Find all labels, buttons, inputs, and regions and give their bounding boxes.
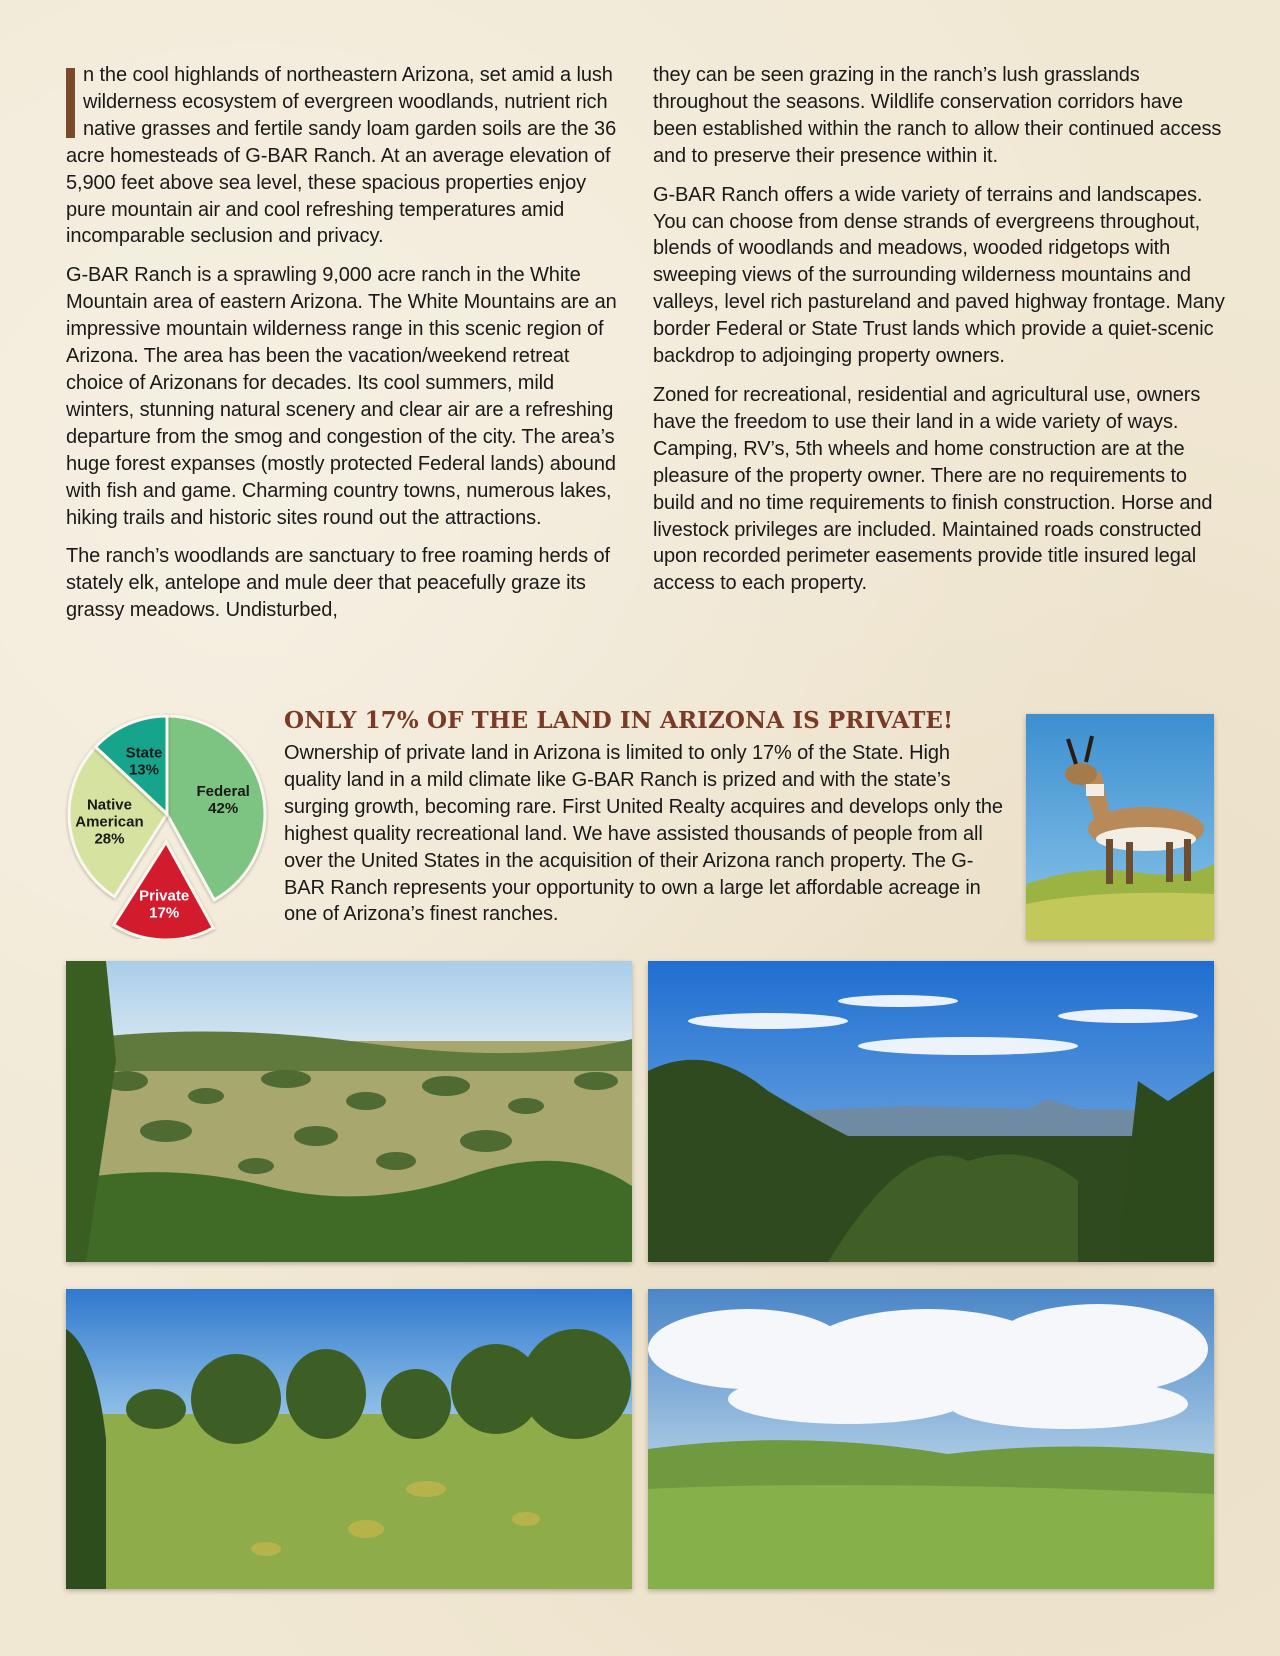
pie-label-federal: Federal 42%: [196, 783, 250, 818]
callout-heading: ONLY 17% OF THE LAND IN ARIZONA IS PRIVATE!: [284, 707, 954, 734]
wildlife-paragraph: The ranch’s woodlands are sanctuary to free roaming herds of stately elk, antelope and mule deer that peacefully graze its grassy meadows. Undisturbed,: [66, 545, 610, 622]
pie-label-private: Private 17%: [139, 887, 190, 922]
antelope-photo: [1026, 714, 1214, 940]
ranch-overview-paragraph: G-BAR Ranch is a sprawling 9,000 acre ranch in the White Mountain area of eastern Arizona. The White Mountains are an impressive mountain wilderness range in this scenic region of Arizona. The area has been the vacation/weekend retreat choice of Arizonans for decades. Its cool summers, mild winters, stunning natural scenery and clear air are a refreshing departure from the smog and congestion of the city. The area’s huge forest expanses (mostly protected Federal lands) abound with fish and game. Charming country towns, numerous lakes, hiking trails and historic sites round out the attractions.: [66, 264, 617, 529]
terrain-paragraph: G-BAR Ranch offers a wide variety of terrains and landscapes. You can choose from dense strands of evergreens throughout, blends of woodlands and meadows, wooded ridgetops with sweeping views of the surrounding wilderness mountains and valleys, level rich pastureland and paved highway frontage. Many border Federal or State Trust lands which provide a quiet-scenic backdrop to adjoinging property owners.: [653, 183, 1225, 368]
mountain-view-photo: [648, 961, 1214, 1262]
drop-cap-bar: [66, 68, 75, 138]
land-ownership-pie-chart: [62, 709, 272, 939]
intro-paragraph-text: n the cool highlands of northeastern Arizona, set amid a lush wilderness ecosystem of evergreen woodlands, nutrient rich native grasses and fertile sandy loam garden soils are the 36 acre homesteads of G-BAR Ranch. At an average elevation of 5,900 feet above sea level, these spacious properties enjoy pure mountain air and cool refreshing temperatures amid incomparable seclusion and privacy.: [66, 64, 617, 248]
private-land-callout: [284, 707, 1010, 928]
left-text-column: [66, 62, 626, 636]
zoning-paragraph: Zoned for recreational, residential and agricultural use, owners have the freedom to use their land in a wide variety of ways. Camping, RV’s, 5th wheels and home construction are at the pleasure of the property owner. There are no requirements to build and no time requirements to finish construction. Horse and livestock privileges are included. Maintained roads constructed upon recorded perimeter easements provide title insured legal access to each property.: [653, 383, 1213, 595]
callout-body: Ownership of private land in Arizona is limited to only 17% of the State. High quality land in a mild climate like G-BAR Ranch is prized and with the state’s surging growth, becoming rare. First United Realty acquires and develops only the highest quality recreational land. We have assisted thousands of people from all over the United States in the acquisition of their Arizona ranch property. The G-BAR Ranch represents your opportunity to own a large let affordable acreage in one of Arizona’s finest ranches.: [284, 742, 1003, 926]
pie-label-native-american: Native American 28%: [75, 796, 144, 848]
woodland-meadow-photo: [66, 961, 632, 1262]
juniper-grassland-photo: [66, 1289, 632, 1589]
intro-paragraph: [66, 62, 626, 250]
pie-label-state: State 13%: [125, 744, 163, 779]
right-text-column: [653, 62, 1228, 609]
cloudy-pasture-photo: [648, 1289, 1214, 1589]
wildlife-continued-paragraph: they can be seen grazing in the ranch’s lush grasslands throughout the seasons. Wildlife conservation corridors have been established within the ranch to allow their continued access and to preserve their presence within it.: [653, 64, 1222, 167]
